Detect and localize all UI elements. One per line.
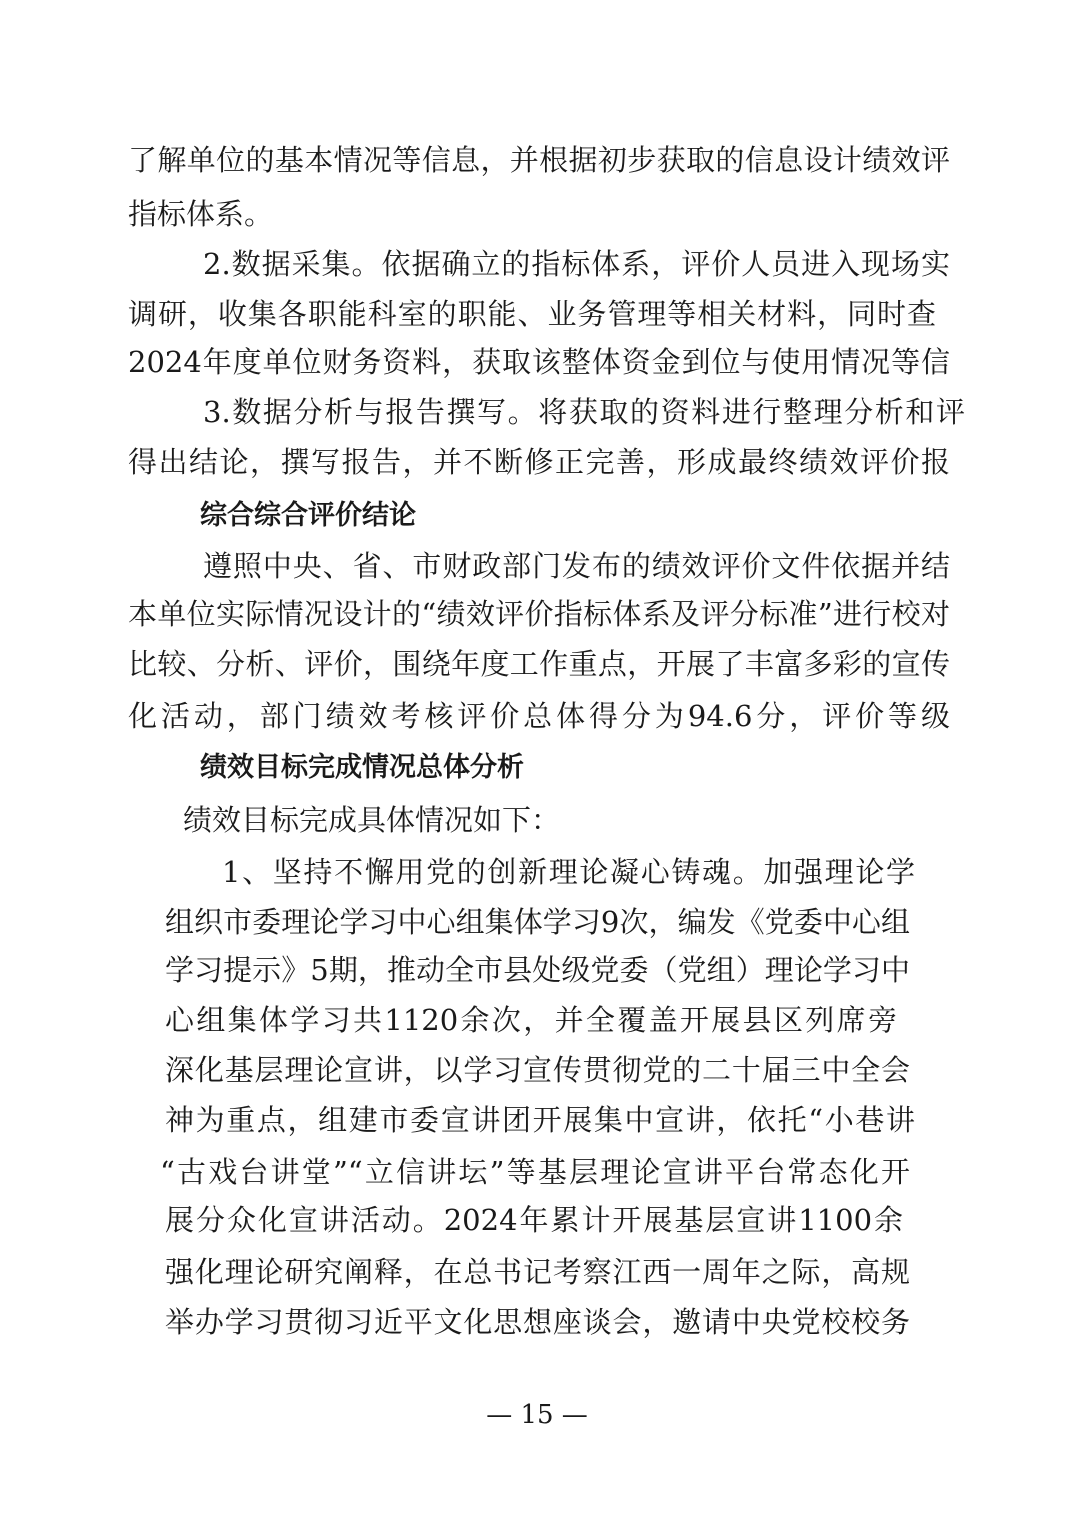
body-line: 神为重点，组建市委宣讲团开展集中宣讲，依托“小巷讲	[165, 1103, 915, 1137]
body-line: 比较、分析、评价，围绕年度工作重点，开展了丰富多彩的宣传	[128, 647, 950, 681]
body-line: “古戏台讲堂”“立信讲坛”等基层理论宣讲平台常态化开	[160, 1155, 910, 1189]
body-line: 了解单位的基本情况等信息，并根据初步获取的信息设计绩效评	[128, 143, 950, 177]
body-line: 2024年度单位财务资料，获取该整体资金到位与使用情况等信	[128, 345, 950, 379]
body-line: 举办学习贯彻习近平文化思想座谈会，邀请中央党校校务	[165, 1305, 910, 1339]
body-line: 遵照中央、省、市财政部门发布的绩效评价文件依据并结	[203, 549, 950, 583]
body-line: 学习提示》5期，推动全市县处级党委（党组）理论学习中	[165, 953, 910, 987]
body-line: 绩效目标完成具体情况如下：	[183, 803, 561, 837]
body-line: 组织市委理论学习中心组集体学习9次，编发《党委中心组	[165, 905, 910, 939]
body-line: 调研，收集各职能科室的职能、业务管理等相关材料，同时查	[128, 297, 936, 331]
body-line: 1、坚持不懈用党的创新理论凝心铸魂。加强理论学	[222, 855, 915, 889]
body-line: 3.数据分析与报告撰写。将获取的资料进行整理分析和评	[203, 395, 965, 429]
body-line: 展分众化宣讲活动。2024年累计开展基层宣讲1100余	[165, 1203, 903, 1237]
body-line: 指标体系。	[128, 197, 274, 231]
section-heading-analysis: 绩效目标完成情况总体分析	[200, 752, 524, 783]
section-heading-conclusion: 综合综合评价结论	[200, 500, 416, 531]
page-number: — 15 —	[486, 1400, 588, 1430]
body-line: 心组集体学习共1120余次，并全覆盖开展县区列席旁	[165, 1003, 897, 1037]
body-line: 强化理论研究阐释，在总书记考察江西一周年之际，高规	[165, 1255, 910, 1289]
body-line: 深化基层理论宣讲，以学习宣传贯彻党的二十届三中全会	[165, 1053, 910, 1087]
body-line: 化活动，部门绩效考核评价总体得分为94.6分，评价等级	[128, 699, 950, 733]
body-line: 本单位实际情况设计的“绩效评价指标体系及评分标准”进行校对	[128, 597, 950, 631]
body-line: 2.数据采集。依据确立的指标体系，评价人员进入现场实	[203, 247, 950, 281]
body-line: 得出结论，撰写报告，并不断修正完善，形成最终绩效评价报	[128, 445, 950, 479]
